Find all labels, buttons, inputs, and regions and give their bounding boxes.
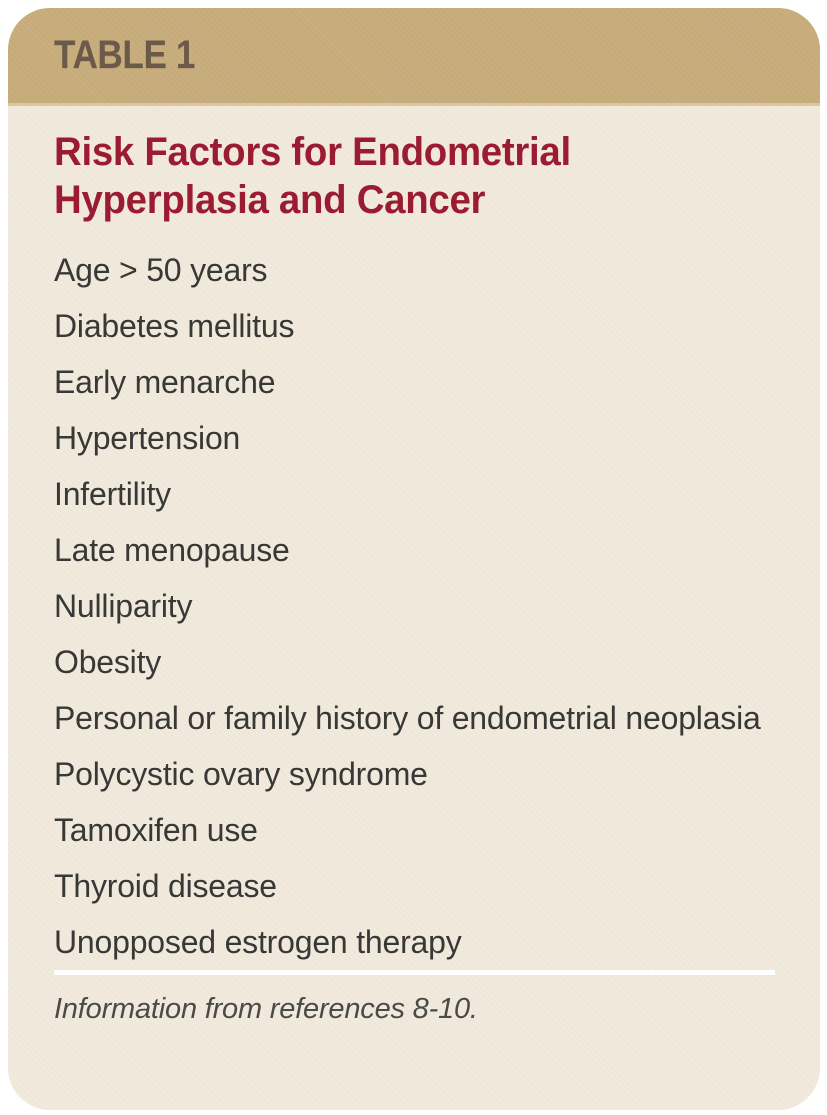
- risk-factor-item: Nulliparity: [54, 588, 193, 624]
- footer-divider: [54, 970, 775, 975]
- risk-factor-item: Diabetes mellitus: [54, 308, 295, 344]
- table-footnote: Information from references 8-10.: [54, 993, 478, 1025]
- risk-factor-item: Tamoxifen use: [54, 812, 258, 848]
- risk-factor-item: Thyroid disease: [54, 868, 277, 904]
- table-title: Risk Factors for Endometrial Hyperplasia and Cancer: [54, 130, 571, 222]
- table-label: TABLE 1: [54, 33, 195, 77]
- table-header: [8, 8, 820, 106]
- risk-factor-item: Age > 50 years: [54, 252, 268, 288]
- risk-factor-item: Personal or family history of endometrial neoplasia: [54, 700, 761, 736]
- risk-factor-item: Polycystic ovary syndrome: [54, 756, 428, 792]
- risk-factor-item: Early menarche: [54, 364, 276, 400]
- risk-factor-item: Unopposed estrogen therapy: [54, 924, 462, 960]
- risk-factor-list: [54, 242, 775, 970]
- risk-factor-item: Obesity: [54, 644, 162, 680]
- risk-factor-item: Hypertension: [54, 420, 241, 456]
- table-card: [8, 8, 820, 1110]
- risk-factor-item: Late menopause: [54, 532, 290, 568]
- risk-factor-item: Infertility: [54, 476, 171, 512]
- table-body: [8, 106, 820, 1027]
